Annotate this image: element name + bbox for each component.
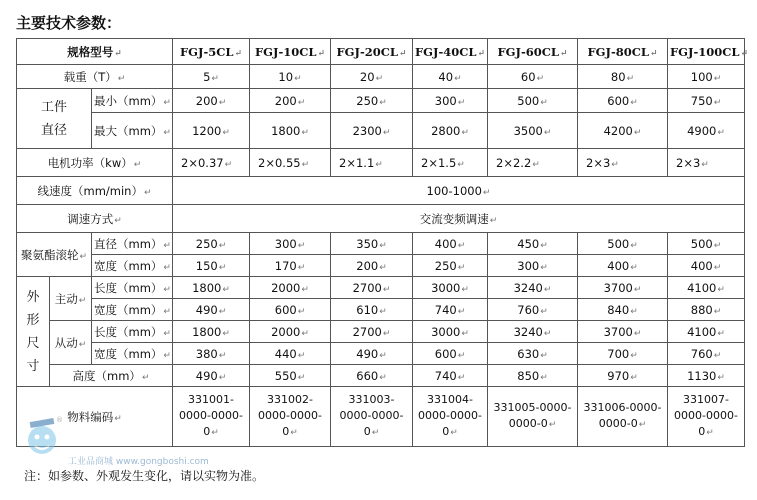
load-value: 20↵ (331, 65, 413, 89)
row-label-drive-width: 宽度（mm）↵ (92, 299, 173, 321)
pu_dia-value: 350↵ (331, 233, 413, 255)
header-model: FGJ-40CL↵ (413, 39, 488, 65)
material-code-value: 331005-0000-0000-0↵ (488, 387, 578, 447)
pu_dia-value: 500↵ (668, 233, 745, 255)
drive_wid-value: 490↵ (173, 299, 250, 321)
header-model: FGJ-10CL↵ (250, 39, 331, 65)
driven_wid-value: 440↵ (250, 343, 331, 365)
dia_min-value: 600↵ (578, 89, 668, 113)
page-title: 主要技术参数： (16, 14, 122, 32)
header-model: FGJ-100CL↵ (668, 39, 745, 65)
drive_len-value: 2700↵ (331, 277, 413, 299)
work-diameter-label-2: 直径 (40, 122, 67, 138)
drive_len-value: 3700↵ (578, 277, 668, 299)
dia_max-value: 3500↵ (488, 113, 578, 149)
driven_len-value: 3000↵ (413, 321, 488, 343)
load-value: 40↵ (413, 65, 488, 89)
row-label-height: 高度（mm）↵ (50, 365, 173, 387)
load-value: 100↵ (668, 65, 745, 89)
header-model: FGJ-60CL↵ (488, 39, 578, 65)
row-label-min: 最小（mm）↵ (92, 89, 173, 113)
height-value: 660↵ (331, 365, 413, 387)
row-label-driven: 从动↵ (50, 321, 92, 365)
speed-value: 100-1000↵ (173, 177, 745, 205)
drive_wid-value: 840↵ (578, 299, 668, 321)
table-row (17, 39, 745, 65)
load-value: 5↵ (173, 65, 250, 89)
drive_wid-value: 610↵ (331, 299, 413, 321)
row-label-speed-mode: 调速方式↵ (17, 205, 173, 233)
speed-mode-value: 交流变频调速↵ (173, 205, 745, 233)
driven_len-value: 3240↵ (488, 321, 578, 343)
table-row (17, 65, 745, 89)
dia_min-value: 500↵ (488, 89, 578, 113)
svg-text:®: ® (56, 416, 63, 424)
driven_wid-value: 600↵ (413, 343, 488, 365)
header-model: FGJ-80CL↵ (578, 39, 668, 65)
row-label-pu-wheel: 聚氨酯滚轮↵ (17, 233, 92, 277)
row-label-load: 载重（T）↵ (17, 65, 173, 89)
outer-size-char: 寸 (26, 358, 40, 374)
material-code-value: 331004-0000-0000-0↵ (413, 387, 488, 447)
header-model: FGJ-20CL↵ (331, 39, 413, 65)
material-code-value: 331003-0000-0000-0↵ (331, 387, 413, 447)
driven_wid-value: 700↵ (578, 343, 668, 365)
header-model-label: 规格型号↵ (17, 39, 173, 65)
outer-size-char: 外 (26, 289, 40, 305)
pu_width-value: 300↵ (488, 255, 578, 277)
drive_len-value: 2000↵ (250, 277, 331, 299)
driven_len-value: 1800↵ (173, 321, 250, 343)
driven_len-value: 2000↵ (250, 321, 331, 343)
table-row (17, 89, 745, 113)
row-label-drive-length: 长度（mm）↵ (92, 277, 173, 299)
dia_max-value: 1800↵ (250, 113, 331, 149)
height-value: 970↵ (578, 365, 668, 387)
height-value: 490↵ (173, 365, 250, 387)
table-row (17, 177, 745, 205)
height-value: 1130↵ (668, 365, 745, 387)
table-row (17, 343, 745, 365)
row-label-pu-width: 宽度（mm）↵ (92, 255, 173, 277)
drive_len-value: 3240↵ (488, 277, 578, 299)
motor-value: 2×3↵ (668, 149, 745, 177)
pu_width-value: 400↵ (578, 255, 668, 277)
dia_max-value: 2300↵ (331, 113, 413, 149)
load-value: 10↵ (250, 65, 331, 89)
row-label-driven-length: 长度（mm）↵ (92, 321, 173, 343)
table-row (17, 113, 745, 149)
table-row (17, 205, 745, 233)
row-label-driven-width: 宽度（mm）↵ (92, 343, 173, 365)
row-label-pu-diameter: 直径（mm）↵ (92, 233, 173, 255)
table-row (17, 321, 745, 343)
dia_min-value: 250↵ (331, 89, 413, 113)
driven_wid-value: 380↵ (173, 343, 250, 365)
row-label-outer-size (17, 277, 50, 387)
motor-value: 2×3↵ (578, 149, 668, 177)
table-row (17, 149, 745, 177)
dia_min-value: 750↵ (668, 89, 745, 113)
row-label-speed: 线速度（mm/min）↵ (17, 177, 173, 205)
load-value: 80↵ (578, 65, 668, 89)
height-value: 550↵ (250, 365, 331, 387)
drive_len-value: 4100↵ (668, 277, 745, 299)
height-value: 740↵ (413, 365, 488, 387)
height-value: 850↵ (488, 365, 578, 387)
table-row (17, 233, 745, 255)
material-code-value: 331001-0000-0000-0↵ (173, 387, 250, 447)
pu_dia-value: 400↵ (413, 233, 488, 255)
pu_dia-value: 300↵ (250, 233, 331, 255)
pu_width-value: 250↵ (413, 255, 488, 277)
load-value: 60↵ (488, 65, 578, 89)
dia_max-value: 4900↵ (668, 113, 745, 149)
row-label-work-diameter (17, 89, 92, 149)
motor-value: 2×0.37↵ (173, 149, 250, 177)
drive_len-value: 3000↵ (413, 277, 488, 299)
pu_width-value: 400↵ (668, 255, 745, 277)
dia_max-value: 1200↵ (173, 113, 250, 149)
drive_wid-value: 760↵ (488, 299, 578, 321)
drive_wid-value: 600↵ (250, 299, 331, 321)
row-label-motor: 电机功率（kw）↵ (17, 149, 173, 177)
driven_len-value: 4100↵ (668, 321, 745, 343)
pu_width-value: 150↵ (173, 255, 250, 277)
driven_wid-value: 760↵ (668, 343, 745, 365)
table-row (17, 365, 745, 387)
table-row (17, 277, 745, 299)
motor-value: 2×0.55↵ (250, 149, 331, 177)
material-code-value: 331006-0000-0000-0↵ (578, 387, 668, 447)
dia_max-value: 4200↵ (578, 113, 668, 149)
dia_min-value: 200↵ (250, 89, 331, 113)
dia_max-value: 2800↵ (413, 113, 488, 149)
material-code-value: 331002-0000-0000-0↵ (250, 387, 331, 447)
dia_min-value: 200↵ (173, 89, 250, 113)
material-code-value: 331007-0000-0000-0↵ (668, 387, 745, 447)
motor-value: 2×2.2↵ (488, 149, 578, 177)
drive_wid-value: 740↵ (413, 299, 488, 321)
table-row (17, 299, 745, 321)
spec-table (16, 38, 749, 447)
pu_width-value: 170↵ (250, 255, 331, 277)
pu_dia-value: 250↵ (173, 233, 250, 255)
footnote: 注：如参数、外观发生变化，请以实物为准。 (24, 469, 265, 483)
driven_len-value: 2700↵ (331, 321, 413, 343)
row-label-material-code: 物料编码↵ (17, 387, 173, 447)
drive_len-value: 1800↵ (173, 277, 250, 299)
table-row (17, 255, 745, 277)
outer-size-char: 形 (26, 312, 40, 328)
outer-size-char: 尺 (26, 335, 40, 351)
watermark-text: 工业品商城 www.gongboshi.com (68, 457, 209, 467)
header-model: FGJ-5CL↵ (173, 39, 250, 65)
driven_wid-value: 630↵ (488, 343, 578, 365)
driven_len-value: 3700↵ (578, 321, 668, 343)
driven_wid-value: 490↵ (331, 343, 413, 365)
dia_min-value: 300↵ (413, 89, 488, 113)
motor-value: 2×1.5↵ (413, 149, 488, 177)
work-diameter-label-1: 工件 (40, 99, 67, 115)
row-label-max: 最大（mm）↵ (92, 113, 173, 149)
motor-value: 2×1.1↵ (331, 149, 413, 177)
pu_dia-value: 450↵ (488, 233, 578, 255)
pu_dia-value: 500↵ (578, 233, 668, 255)
pu_width-value: 200↵ (331, 255, 413, 277)
drive_wid-value: 880↵ (668, 299, 745, 321)
row-label-drive: 主动↵ (50, 277, 92, 321)
